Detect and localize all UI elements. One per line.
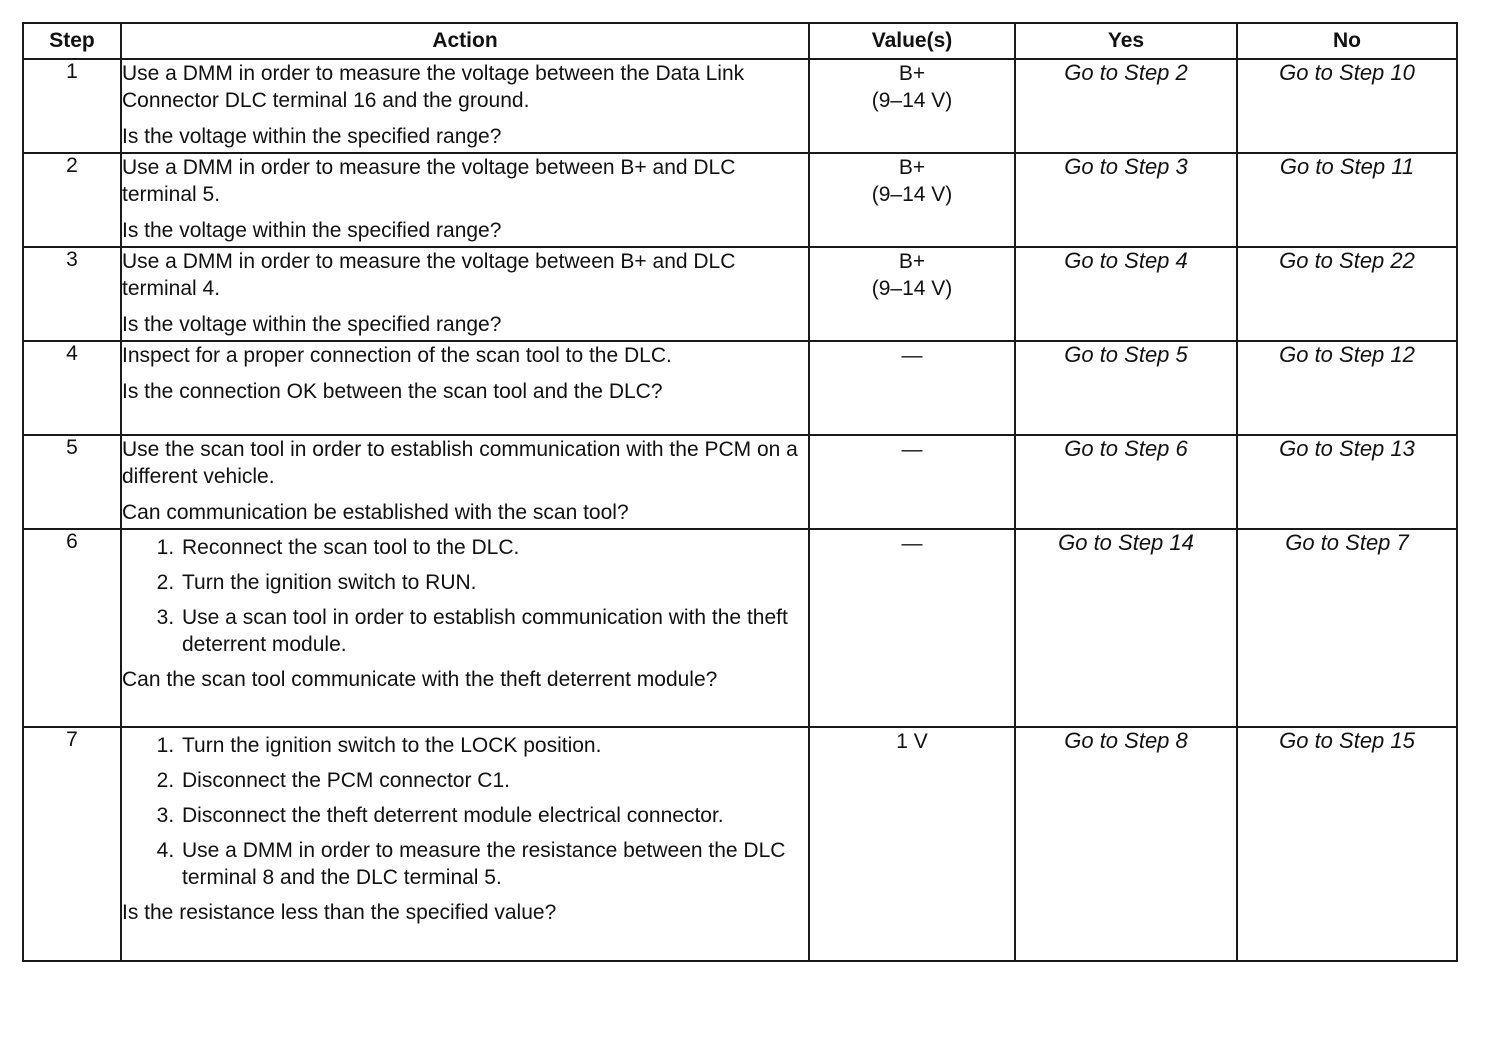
yes-link: Go to Step 5 (1015, 341, 1237, 435)
table-row (23, 59, 1457, 153)
action-question: Is the voltage within the specified range? (122, 313, 502, 336)
yes-link: Go to Step 3 (1015, 153, 1237, 247)
action-cell (121, 529, 809, 727)
header-step: Step (23, 23, 121, 59)
action-cell (121, 59, 809, 153)
yes-link: Go to Step 14 (1015, 529, 1237, 727)
action-instruction: Use a DMM in order to measure the voltage between the Data Link Connector DLC terminal 16 and the ground. (122, 62, 745, 112)
step-number: 7 (23, 727, 121, 961)
no-link: Go to Step 15 (1237, 727, 1457, 961)
value-primary: B+ (898, 250, 926, 273)
yes-link: Go to Step 6 (1015, 435, 1237, 529)
table-row (23, 153, 1457, 247)
value-cell (809, 341, 1015, 435)
value-primary: B+ (898, 156, 926, 179)
value-cell (809, 59, 1015, 153)
action-question: Can the scan tool communicate with the theft deterrent module? (122, 668, 718, 691)
value-cell (809, 247, 1015, 341)
substep-item: 1. Reconnect the scan tool to the DLC. (180, 534, 808, 561)
action-cell (121, 341, 809, 435)
step-number: 5 (23, 435, 121, 529)
step-number: 3 (23, 247, 121, 341)
value-range: (9–14 V) (871, 89, 953, 112)
action-cell (121, 153, 809, 247)
value-primary: B+ (898, 62, 926, 85)
step-number: 1 (23, 59, 121, 153)
substep-item: 3. Use a scan tool in order to establish communication with the theft deterrent module. (180, 604, 808, 658)
yes-link: Go to Step 8 (1015, 727, 1237, 961)
action-question: Is the voltage within the specified range? (122, 125, 502, 148)
substep-item: 4. Use a DMM in order to measure the resistance between the DLC terminal 8 and the DLC terminal 5. (180, 837, 808, 891)
action-cell (121, 435, 809, 529)
step-number: 4 (23, 341, 121, 435)
header-no: No (1237, 23, 1457, 59)
value-dash: — (901, 344, 923, 367)
action-question: Can communication be established with the scan tool? (122, 501, 629, 524)
header-row (23, 23, 1457, 59)
table-row (23, 247, 1457, 341)
action-instruction: Use a DMM in order to measure the voltage between B+ and DLC terminal 4. (122, 250, 736, 300)
value-cell (809, 529, 1015, 727)
value-dash: — (901, 438, 923, 461)
substep-item: 2. Turn the ignition switch to RUN. (180, 569, 808, 596)
header-action: Action (121, 23, 809, 59)
substep-item: 2. Disconnect the PCM connector C1. (180, 767, 808, 794)
action-instruction: Use a DMM in order to measure the voltage between B+ and DLC terminal 5. (122, 156, 736, 206)
yes-link: Go to Step 4 (1015, 247, 1237, 341)
substep-item: 3. Disconnect the theft deterrent module electrical connector. (180, 802, 808, 829)
no-link: Go to Step 10 (1237, 59, 1457, 153)
header-values: Value(s) (809, 23, 1015, 59)
no-link: Go to Step 12 (1237, 341, 1457, 435)
step-number: 6 (23, 529, 121, 727)
table-row (23, 341, 1457, 435)
value-cell (809, 153, 1015, 247)
no-link: Go to Step 22 (1237, 247, 1457, 341)
action-cell (121, 727, 809, 961)
action-instruction: Inspect for a proper connection of the scan tool to the DLC. (122, 344, 672, 367)
value-dash: — (901, 532, 923, 555)
table-row (23, 435, 1457, 529)
table-row (23, 727, 1457, 961)
substep-list (122, 534, 808, 658)
value-cell (809, 727, 1015, 961)
table-row (23, 529, 1457, 727)
diagnostic-document (22, 22, 1458, 962)
header-yes: Yes (1015, 23, 1237, 59)
diagnostic-table (22, 22, 1458, 962)
action-cell (121, 247, 809, 341)
action-question: Is the voltage within the specified range? (122, 219, 502, 242)
value-cell (809, 435, 1015, 529)
yes-link: Go to Step 2 (1015, 59, 1237, 153)
step-number: 2 (23, 153, 121, 247)
action-instruction: Use the scan tool in order to establish communication with the PCM on a different vehicle. (122, 438, 798, 488)
substep-list (122, 732, 808, 891)
no-link: Go to Step 7 (1237, 529, 1457, 727)
action-question: Is the resistance less than the specified value? (122, 901, 557, 924)
substep-item: 1. Turn the ignition switch to the LOCK position. (180, 732, 808, 759)
value-range: (9–14 V) (871, 183, 953, 206)
value-range: (9–14 V) (871, 277, 953, 300)
no-link: Go to Step 13 (1237, 435, 1457, 529)
action-question: Is the connection OK between the scan tool and the DLC? (122, 380, 663, 403)
value-threshold: 1 V (896, 730, 928, 753)
no-link: Go to Step 11 (1237, 153, 1457, 247)
